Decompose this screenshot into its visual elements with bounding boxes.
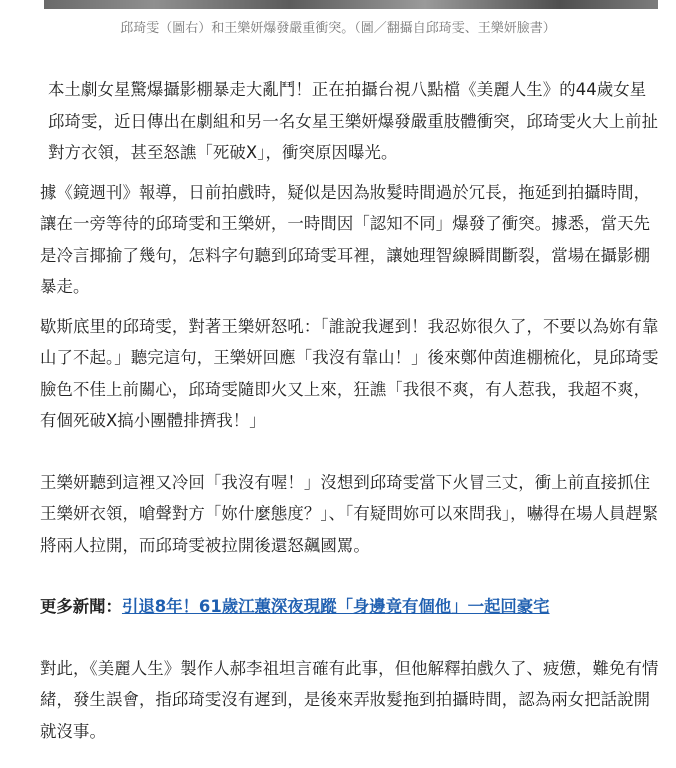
article-photo — [44, 0, 658, 9]
paragraph-4: 王樂妍聽到這裡又冷回「我沒有喔！」沒想到邱琦雯當下火冒三丈，衝上前直接抓住王樂妍衣領，嗆聲對方「妳什麼態度？」、「有疑問妳可以來問我」，嚇得在場人員趕緊將兩人拉開，而邱琦雯被拉開後還怒飆國罵。 — [40, 472, 659, 555]
paragraph-1: 本土劇女星驚爆攝影棚暴走大亂鬥！正在拍攝台視八點檔《美麗人生》的44歲女星邱琦雯，近日傳出在劇組和另一名女星王樂妍爆發嚴重肢體衝突，邱琦雯火大上前扯對方衣領，甚至怒譙「死破X」，衝突原因曝光。 — [48, 80, 659, 162]
paragraph-5: 對此，《美麗人生》製作人郝李祖坦言確有此事，但他解釋拍戲久了、疲憊，難免有情緒，發生誤會，指邱琦雯沒有遲到，是後來弄妝髮拖到拍攝時間，認為兩女把話說開就沒事。 — [40, 658, 659, 741]
more-news-section — [40, 591, 660, 623]
paragraph-2: 據《鏡週刊》報導，日前拍戲時，疑似是因為妝髮時間過於冗長，拖延到拍攝時間，讓在一旁等待的邱琦雯和王樂妍，一時間因「認知不同」爆發了衝突。據悉，當天先是冷言揶揄了幾句，怎料字句聽到邱琦雯耳裡，讓她理智線瞬間斷裂，當場在攝影棚暴走。 — [40, 182, 651, 296]
photo-caption: 邱琦雯（圖右）和王樂妍爆發嚴重衝突。（圖／翻攝自邱琦雯、王樂妍臉書） — [120, 21, 556, 36]
article-body — [40, 74, 660, 755]
paragraph-3: 歇斯底里的邱琦雯，對著王樂妍怒吼：「誰說我遲到！我忍妳很久了，不要以為妳有靠山了不起。」聽完這句，王樂妍回應「我沒有靠山！」後來鄭仲茵進棚梳化，見邱琦雯臉色不佳上前關心，邱琦雯隨即火又上來，狂譙「我很不爽，有人惹我，我超不爽，有個死破X搞小團體排擠我！」 — [40, 316, 659, 430]
more-news-label: 更多新聞： — [40, 597, 122, 616]
more-news-link[interactable]: 引退8年！61歲江蕙深夜現蹤「身邊竟有個他」一起回豪宅 — [121, 597, 550, 616]
